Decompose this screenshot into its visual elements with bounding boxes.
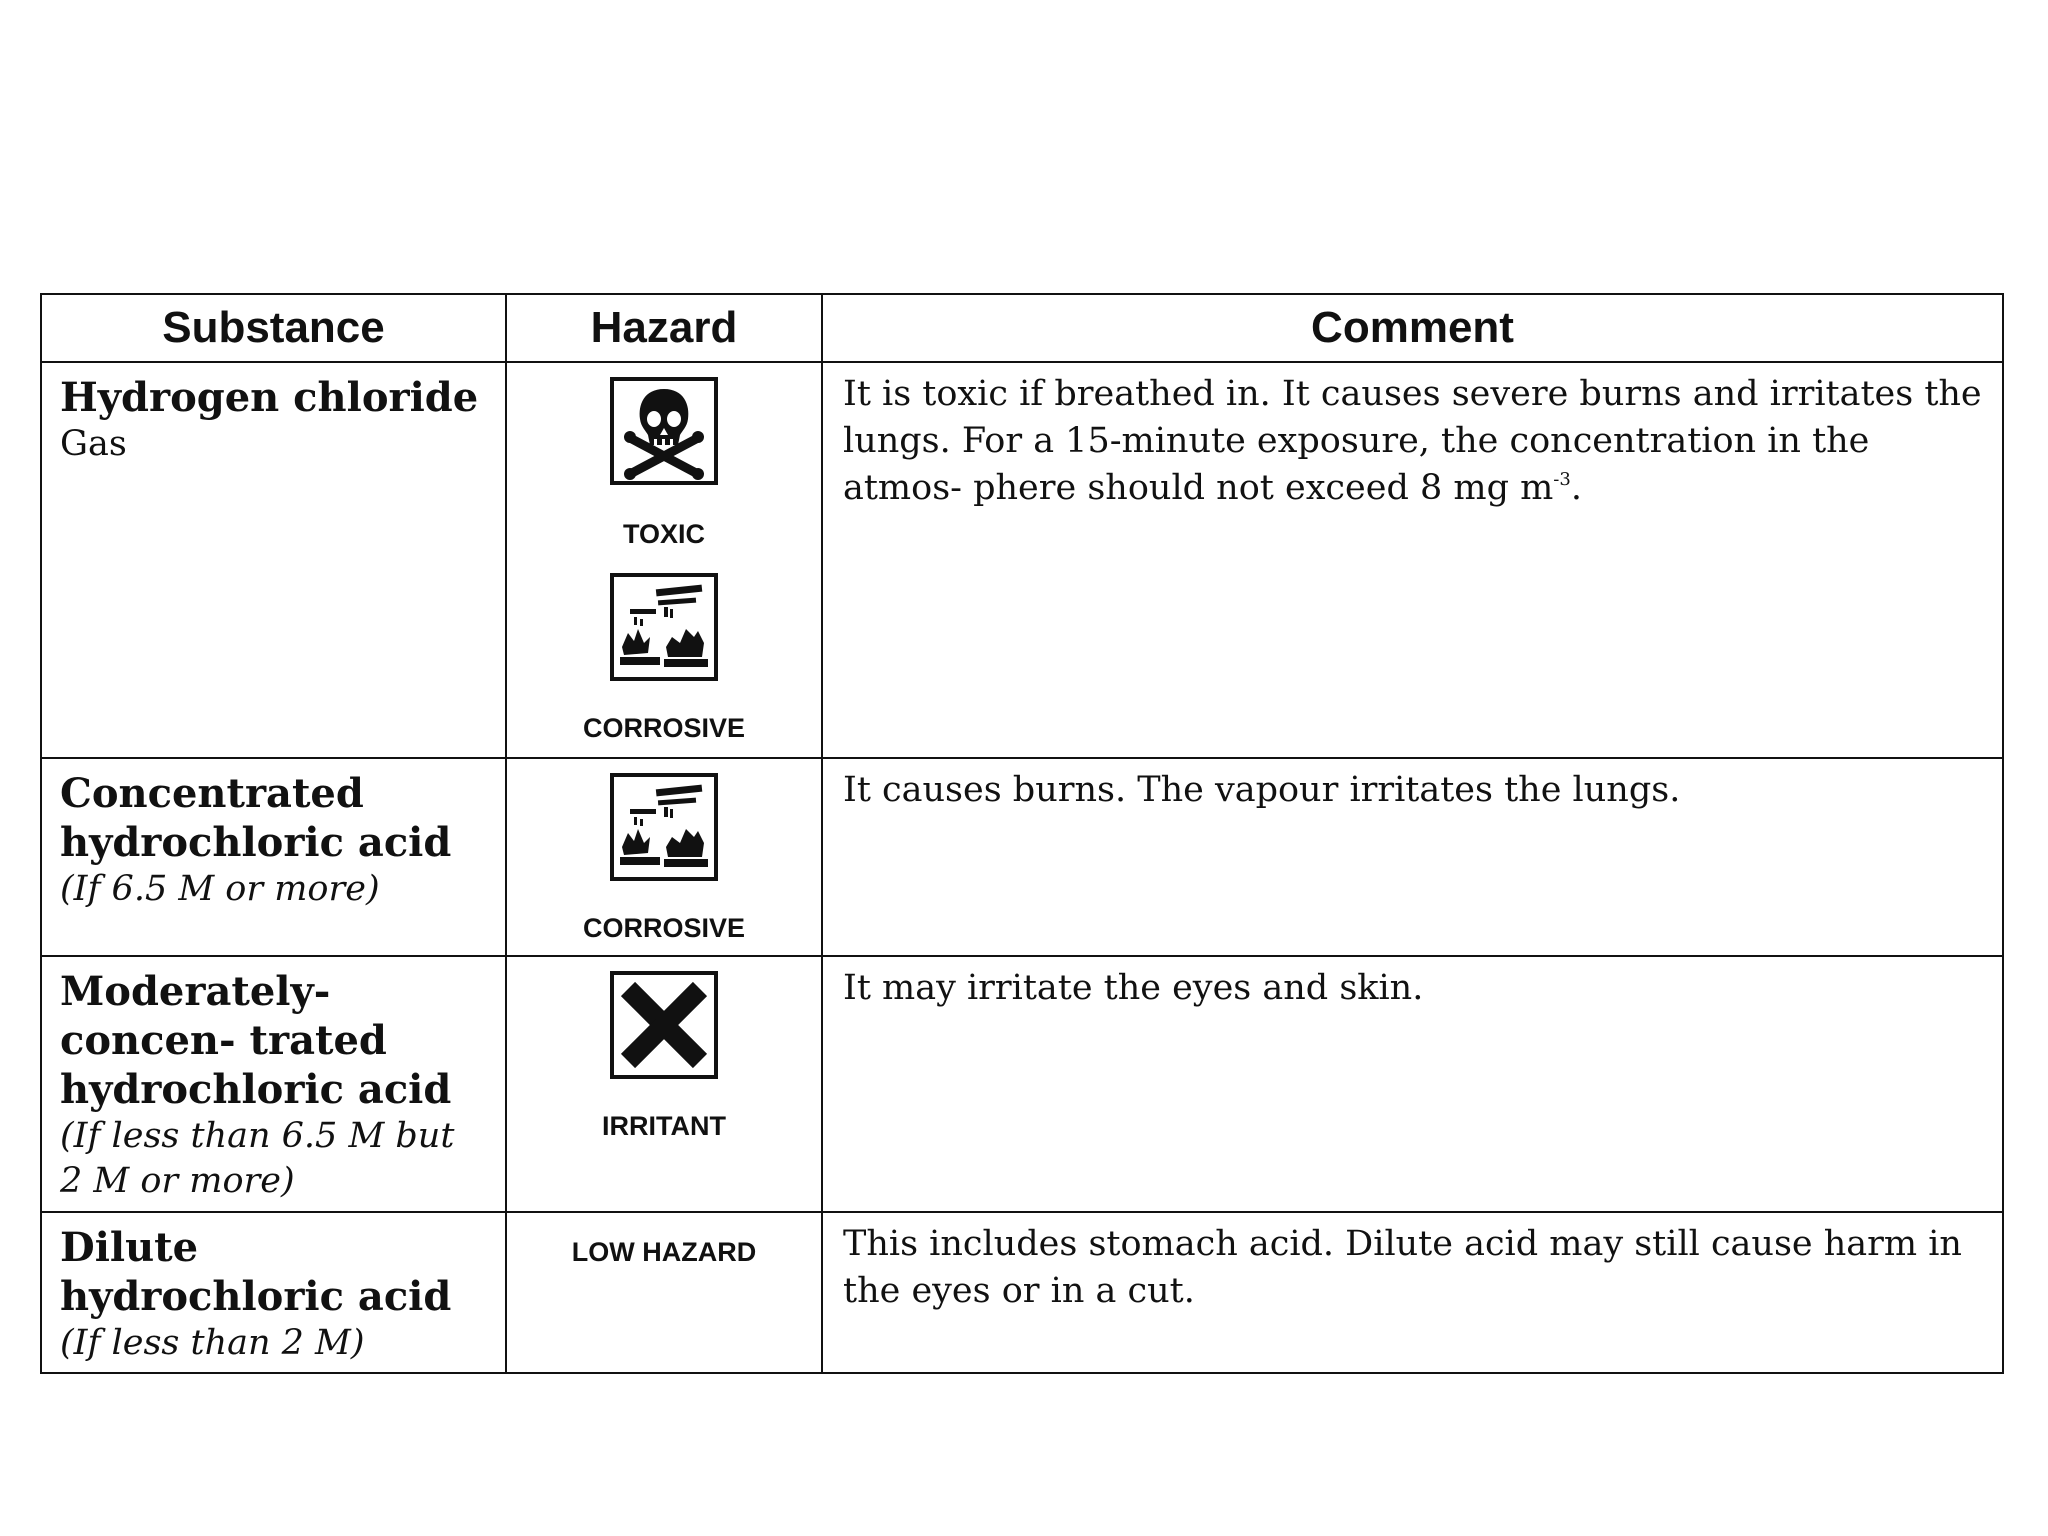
hazard-cell bbox=[506, 1212, 822, 1373]
cross-icon bbox=[610, 971, 718, 1079]
comment-text: It may irritate the eyes and skin. bbox=[843, 968, 1424, 1008]
comment-cell bbox=[822, 362, 2003, 758]
comment-cell bbox=[822, 1212, 2003, 1373]
table-row bbox=[41, 758, 2003, 956]
header-substance: Substance bbox=[41, 294, 506, 362]
header-hazard: Hazard bbox=[506, 294, 822, 362]
substance-note: (If less than 6.5 M but 2 M or more) bbox=[60, 1116, 455, 1201]
table-row bbox=[41, 956, 2003, 1212]
substance-name: Moderately-concen- trated hydrochloric acid bbox=[60, 968, 452, 1113]
substance-name: Hydrogen chloride bbox=[60, 374, 479, 421]
header-comment: Comment bbox=[822, 294, 2003, 362]
hazard-label: TOXIC bbox=[622, 519, 705, 549]
comment-text: This includes stomach acid. Dilute acid may still cause harm in the eyes or in a cut. bbox=[843, 1224, 1962, 1311]
hazard-label: IRRITANT bbox=[602, 1111, 726, 1141]
table-row bbox=[41, 1212, 2003, 1373]
substance-note: Gas bbox=[60, 424, 127, 464]
header-row bbox=[41, 294, 2003, 362]
substance-name: Dilute hydrochloric acid bbox=[60, 1224, 452, 1320]
substance-cell bbox=[41, 362, 506, 758]
hazard-cell bbox=[506, 362, 822, 758]
substance-cell bbox=[41, 1212, 506, 1373]
comment-text: It is toxic if breathed in. It causes severe burns and irritates the lungs. For a 15-minute exposure, the concentration in the atmos- phere should not exceed 8 mg m bbox=[843, 374, 1982, 508]
skull-crossbones-icon bbox=[610, 377, 718, 485]
corrosive-icon bbox=[610, 773, 718, 881]
comment-cell bbox=[822, 758, 2003, 956]
hazard-label: CORROSIVE bbox=[582, 913, 746, 943]
table-row bbox=[41, 362, 2003, 758]
comment-superscript: -3 bbox=[1553, 469, 1571, 490]
hazard-table bbox=[40, 293, 2004, 1374]
comment-text: It causes burns. The vapour irritates the lungs. bbox=[843, 770, 1681, 810]
substance-note: (If 6.5 M or more) bbox=[60, 869, 380, 909]
substance-cell bbox=[41, 758, 506, 956]
substance-note: (If less than 2 M) bbox=[60, 1323, 365, 1363]
hazard-cell bbox=[506, 758, 822, 956]
corrosive-icon bbox=[610, 573, 718, 681]
comment-period: . bbox=[1570, 468, 1582, 508]
hazard-cell bbox=[506, 956, 822, 1212]
substance-cell bbox=[41, 956, 506, 1212]
hazard-label: CORROSIVE bbox=[582, 713, 746, 743]
comment-cell bbox=[822, 956, 2003, 1212]
substance-name: Concentrated hydrochloric acid bbox=[60, 770, 452, 866]
hazard-label: LOW HAZARD bbox=[571, 1237, 757, 1267]
